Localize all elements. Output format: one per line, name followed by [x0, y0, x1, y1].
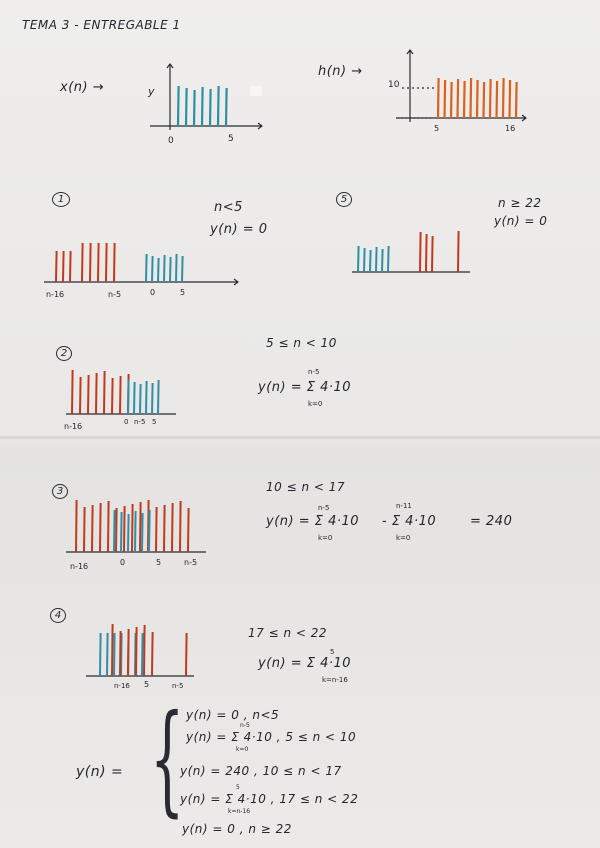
h-stems: [438, 78, 517, 118]
case1-x-stem: [152, 256, 153, 282]
case-4-condition: 17 ≤ n < 22: [248, 626, 328, 640]
h-stem: [490, 79, 491, 118]
case-2-tick-5: 5: [152, 418, 157, 426]
case-3-sum-a-bottom: k=0: [318, 534, 333, 542]
case-3-condition: 10 ≤ n < 17: [266, 480, 346, 494]
h-stem: [516, 82, 517, 118]
summary-sum2-bottom: k=0: [236, 746, 249, 753]
h-stem: [510, 80, 511, 118]
case4-h-stem: [186, 633, 187, 676]
case1-h-stem: [90, 243, 91, 282]
case1-x-stem: [170, 257, 171, 282]
x-stem: [202, 87, 203, 126]
h-stem: [438, 78, 439, 118]
case-4-sum-bottom: k=n-16: [322, 676, 348, 684]
summary-line-3: y(n) = 240 , 10 ≤ n < 17: [180, 764, 342, 778]
case3-h-stem: [76, 500, 77, 552]
case4-x-stem: [100, 633, 101, 676]
case5-x-stem: [364, 248, 365, 272]
case3-x-stem: [128, 514, 129, 552]
case-1-tick-0: 0: [150, 288, 156, 297]
case1-h-stem: [98, 243, 99, 282]
case4-x-stem: [142, 633, 143, 676]
summary-lhs: y(n) =: [76, 764, 124, 780]
case1-h-stem: [106, 243, 107, 282]
case3-h-stem: [92, 505, 93, 552]
case3-h-stem: [140, 502, 141, 552]
case-2-sum-bottom: k=0: [308, 400, 323, 408]
summary-sum4-top: 5: [236, 784, 240, 791]
case1-h-stem: [114, 243, 115, 282]
summary-brace: {: [150, 690, 185, 829]
case5-x-stem: [358, 246, 359, 272]
h-level-label: 10: [388, 80, 400, 90]
h-stem: [497, 81, 498, 118]
case1-x-stem: [158, 258, 159, 282]
x-stem: [226, 88, 227, 126]
case-1-result: y(n) = 0: [210, 222, 268, 237]
case-3-result: = 240: [470, 514, 513, 529]
case4-x-stem: [114, 633, 115, 676]
case4-h-stem: [120, 631, 121, 676]
h-stem: [458, 79, 459, 118]
case3-h-stem: [132, 504, 133, 552]
case2-x-stem: [146, 381, 147, 414]
case5-x-stem: [376, 247, 377, 272]
summary-sum2-top: n-5: [240, 722, 250, 729]
case-1-tick-n5: n-5: [108, 290, 122, 299]
case4-h-stem: [144, 625, 145, 676]
case2-h-stem: [104, 371, 105, 414]
h-stem: [503, 78, 504, 118]
page-title: TEMA 3 - ENTREGABLE 1: [22, 18, 181, 32]
case2-x-stem: [158, 380, 159, 414]
case3-h-stem: [164, 505, 165, 552]
x-stem: [186, 88, 187, 126]
case4-h-stem: [152, 632, 153, 676]
summary-line-2: y(n) = Σ 4·10 , 5 ≤ n < 10: [186, 730, 357, 744]
case1-x-stem: [164, 255, 165, 282]
h-stem: [477, 80, 478, 118]
case5-h-stem: [458, 231, 459, 272]
summary-line-1: y(n) = 0 , n<5: [186, 708, 280, 722]
summary-sum4-bottom: k=n-16: [228, 808, 251, 815]
case-5-number: 5: [336, 192, 352, 207]
case-2-condition: 5 ≤ n < 10: [266, 336, 337, 350]
h-stem: [451, 82, 452, 118]
case2-h-stem: [112, 378, 113, 414]
case-2-number: 2: [56, 346, 72, 361]
case-1-tick-n16: n-16: [46, 290, 65, 299]
case3-h-stem: [100, 503, 101, 552]
h-stem: [484, 82, 485, 118]
case3-h-stem: [84, 507, 85, 552]
case3-h-stem: [116, 508, 117, 552]
x-stem: [210, 89, 211, 126]
case-4-formula: y(n) = Σ 4·10: [258, 656, 352, 671]
case-2-tick-n16: n-16: [64, 422, 83, 431]
case4-h-stem: [136, 627, 137, 676]
case2-h-stem: [80, 377, 81, 414]
case2-x-stem: [152, 383, 153, 414]
case5-h-stem: [426, 234, 427, 272]
case-1-tick-5: 5: [180, 288, 186, 297]
case-3-sum-b-top: n-11: [396, 502, 412, 510]
summary-line-5: y(n) = 0 , n ≥ 22: [182, 822, 292, 836]
case-3-tick-0: 0: [120, 558, 126, 567]
case3-x-stem: [135, 511, 136, 552]
case-3-sum-b-bottom: k=0: [396, 534, 411, 542]
case-2-formula: y(n) = Σ 4·10: [258, 380, 352, 395]
case5-x-stem: [388, 246, 389, 272]
case-3-formula-b: - Σ 4·10: [382, 514, 437, 529]
h-signal-plot: [396, 50, 526, 122]
x-tick-5: 5: [228, 134, 234, 144]
case-5-condition: n ≥ 22: [498, 196, 542, 210]
case3-h-stem: [124, 506, 125, 552]
case1-x-stem: [176, 254, 177, 282]
case1-h-stem: [63, 251, 64, 282]
case5-x-stem: [382, 249, 383, 272]
x-stems: [178, 86, 227, 126]
case1-h-stem: [82, 243, 83, 282]
x-stem: [218, 86, 219, 126]
case1-h-stem: [56, 251, 57, 282]
case-4-tick-n5: n-5: [172, 682, 184, 690]
case3-x-stem: [114, 510, 115, 552]
h-stem: [471, 78, 472, 118]
case5-h-stem: [432, 236, 433, 272]
case5-h-stem: [420, 232, 421, 272]
case-1-number: 1: [52, 192, 70, 207]
case1-plot: [44, 279, 238, 285]
case4-x-stem: [107, 633, 108, 676]
case-4-sum-top: 5: [330, 648, 335, 656]
case-2-tick-n5: n-5: [134, 418, 146, 426]
case2-x-stem: [140, 384, 141, 414]
case-3-tick-n16: n-16: [70, 562, 89, 571]
case2-h-stem: [120, 376, 121, 414]
case-3-tick-n5: n-5: [184, 558, 198, 567]
case-3-sum-a-top: n-5: [318, 504, 330, 512]
case-3-formula-a: y(n) = Σ 4·10: [266, 514, 360, 529]
case1-x-stem: [146, 254, 147, 282]
case-3-number: 3: [52, 484, 68, 499]
case1-x-stem: [182, 256, 183, 282]
case3-h-stem: [108, 501, 109, 552]
summary-line-4: y(n) = Σ 4·10 , 17 ≤ n < 22: [180, 792, 359, 806]
case3-x-stem: [142, 513, 143, 552]
x-stem: [178, 86, 179, 126]
case3-h-stem: [172, 503, 173, 552]
h-stem: [464, 81, 465, 118]
case-5-result: y(n) = 0: [494, 214, 548, 228]
case2-x-stem: [128, 380, 129, 414]
x-tick-0: 0: [168, 136, 174, 146]
h-tick-5: 5: [434, 124, 440, 133]
h-tick-16: 16: [505, 124, 516, 133]
case2-x-stem: [134, 382, 135, 414]
case2-h-stem: [72, 370, 73, 414]
case-1-condition: n<5: [214, 200, 243, 215]
case-4-tick-5: 5: [144, 680, 150, 689]
case-3-tick-5: 5: [156, 558, 162, 567]
case3-h-stem: [156, 507, 157, 552]
case5-x-stem: [370, 250, 371, 272]
case2-h-stem: [96, 373, 97, 414]
case-4-tick-n16: n-16: [114, 682, 130, 690]
case3-h-stem: [188, 508, 189, 552]
case2-h-stem: [88, 375, 89, 414]
h-stem: [445, 80, 446, 118]
case-4-number: 4: [50, 608, 66, 623]
x-signal-plot: [150, 64, 262, 130]
case-2-tick-0: 0: [124, 418, 129, 426]
case1-h-stem: [70, 251, 71, 282]
case4-h-stem: [128, 629, 129, 676]
paper-patch: [250, 86, 262, 96]
case3-x-stem: [149, 510, 150, 552]
h-signal-label: h(n) →: [318, 64, 363, 79]
case4-h-stem: [112, 624, 113, 676]
x-y-axis-label: y: [148, 85, 156, 98]
x-signal-label: x(n) →: [60, 80, 105, 95]
x-stem: [194, 90, 195, 126]
case3-x-stem: [121, 512, 122, 552]
case-2-sum-top: n-5: [308, 368, 320, 376]
case3-h-stem: [180, 501, 181, 552]
